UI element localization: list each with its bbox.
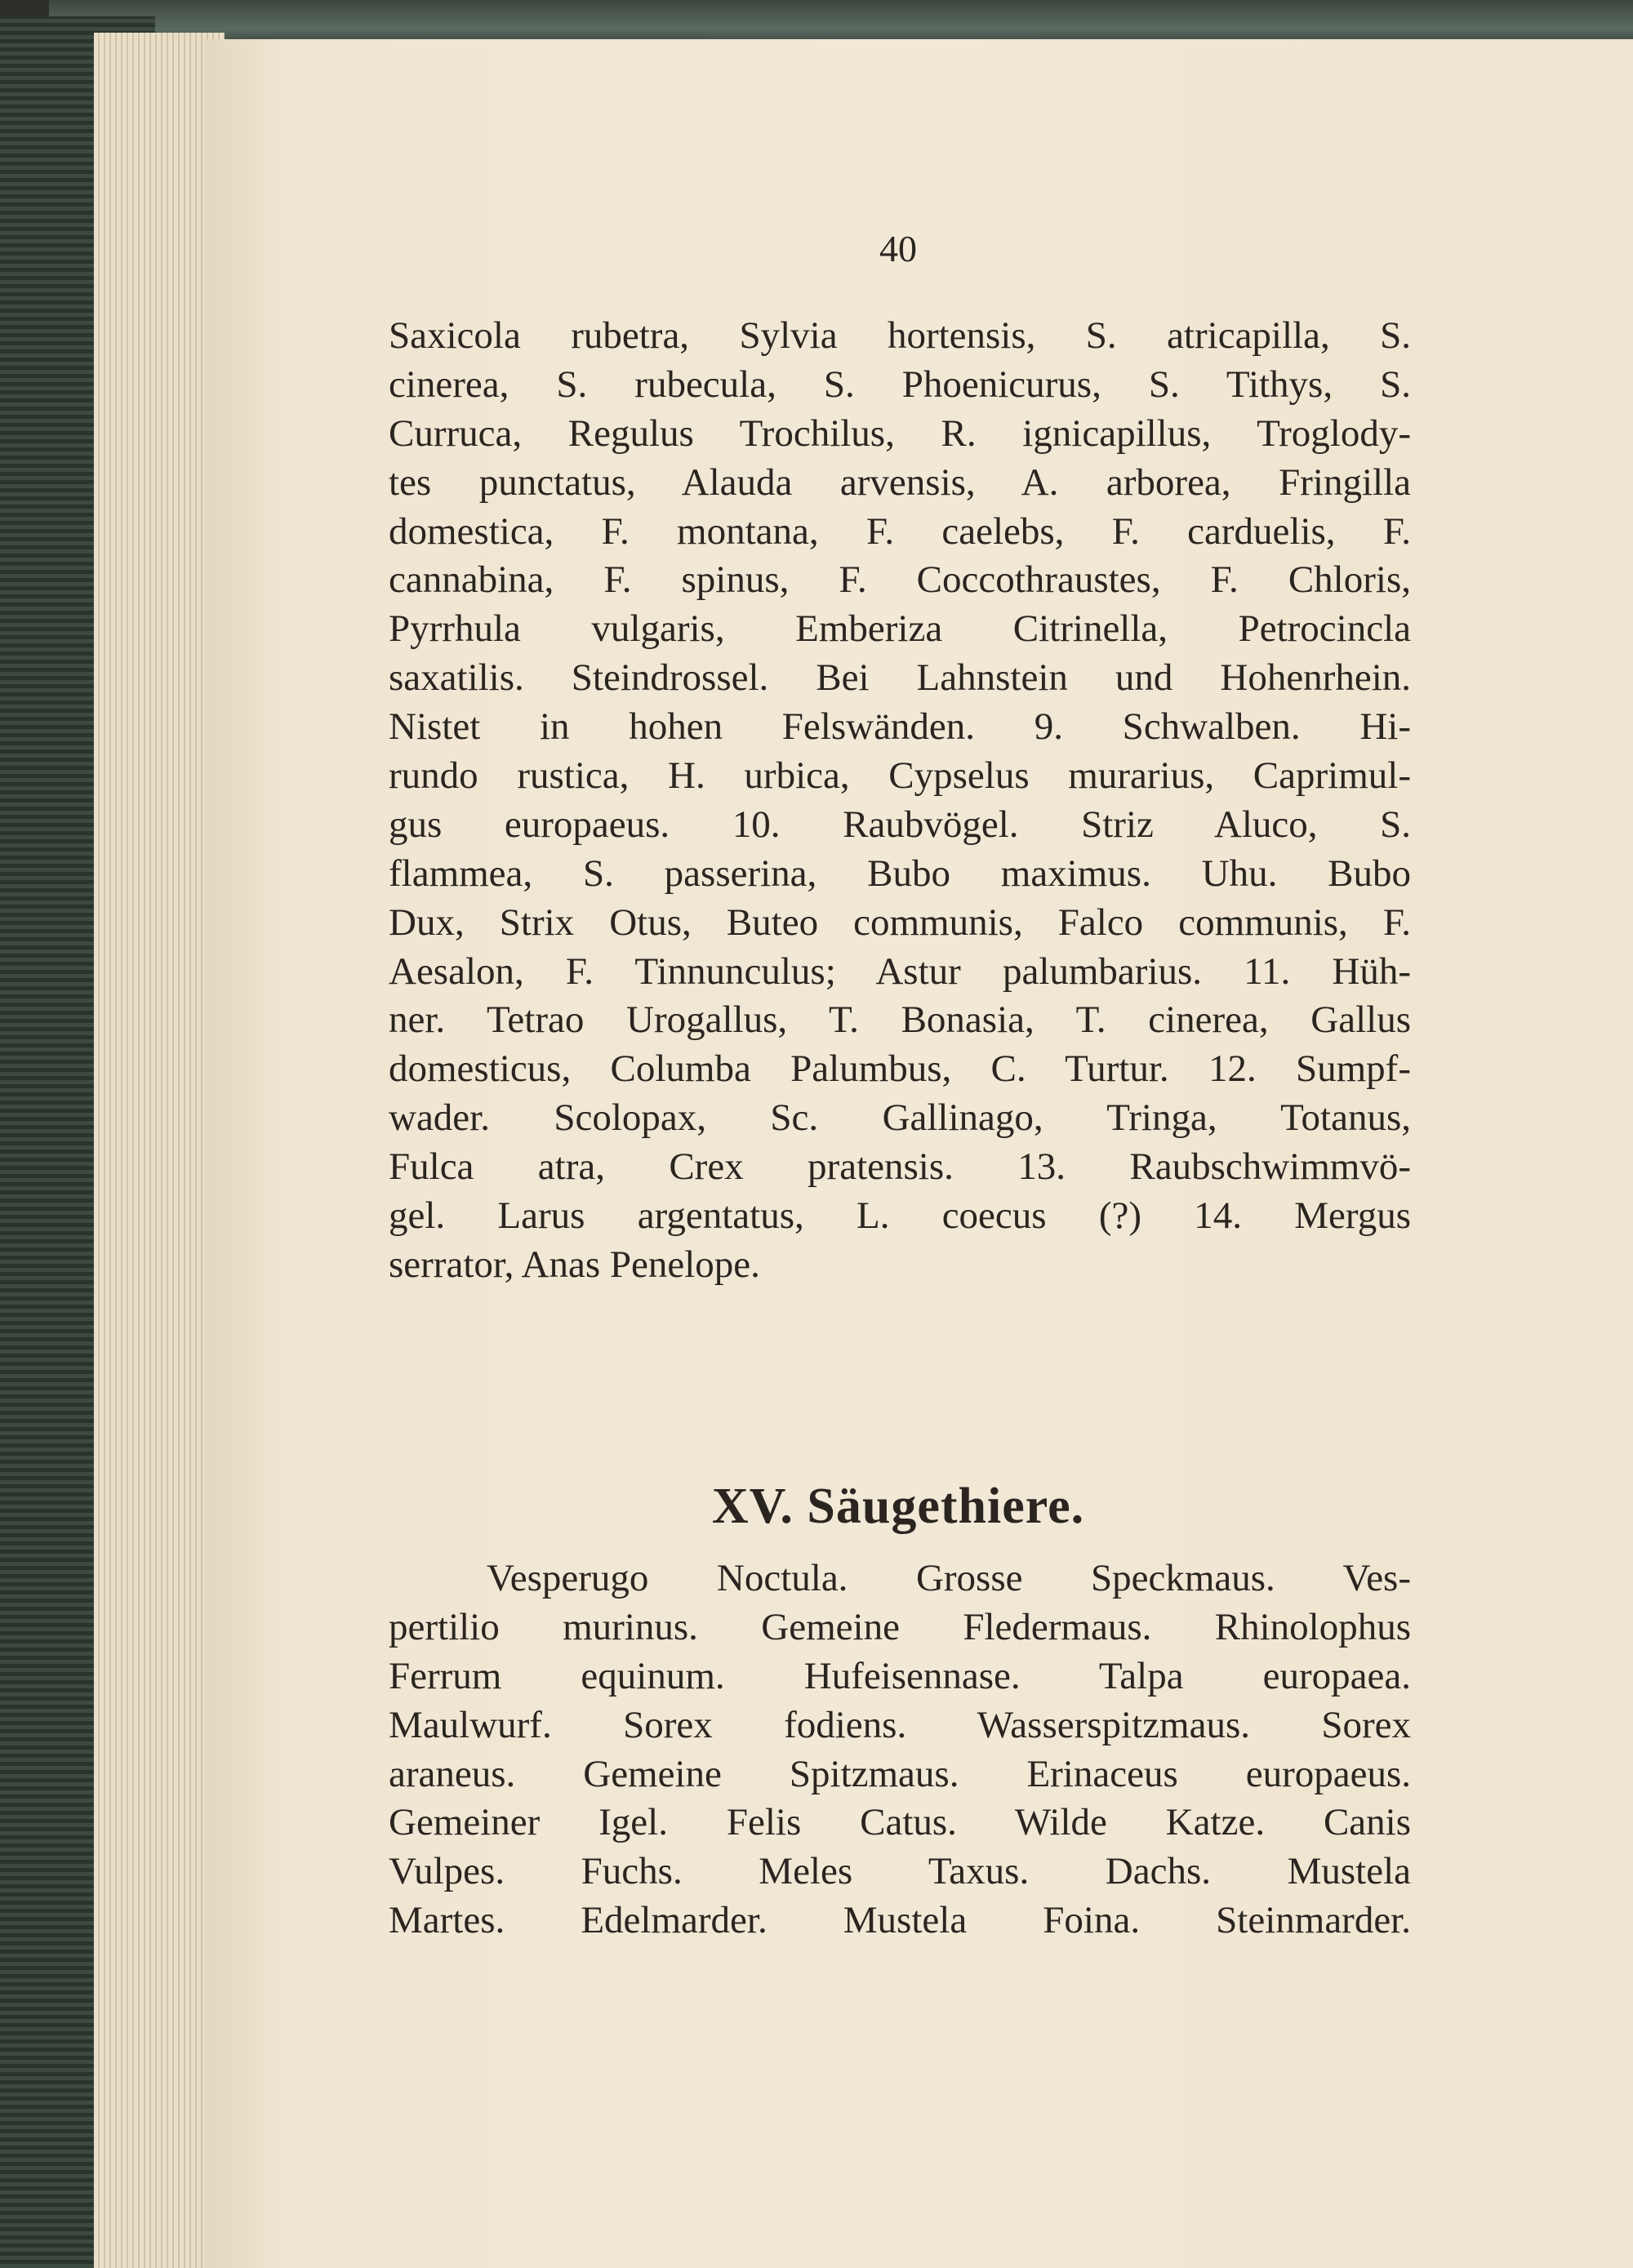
text-line: araneus. Gemeine Spitzmaus. Erinaceus europaeus. bbox=[389, 1752, 1411, 1795]
text-line: domestica, F. montana, F. caelebs, F. carduelis, F. bbox=[389, 509, 1411, 553]
text-line: Curruca, Regulus Trochilus, R. ignicapillus, Troglody- bbox=[389, 411, 1411, 455]
text-line: ner. Tetrao Urogallus, T. Bonasia, T. cinerea, Gallus bbox=[389, 998, 1411, 1042]
text-line: Vulpes. Fuchs. Meles Taxus. Dachs. Mustela bbox=[389, 1850, 1411, 1893]
text-line: cinerea, S. rubecula, S. Phoenicurus, S. Tithys, S. bbox=[389, 362, 1411, 406]
paragraph-mammals bbox=[389, 1554, 1411, 1946]
text-line: saxatilis. Steindrossel. Bei Lahnstein und Hohenrhein. bbox=[389, 656, 1411, 700]
text-line: Saxicola rubetra, Sylvia hortensis, S. atricapilla, S. bbox=[389, 314, 1411, 357]
text-line: tes punctatus, Alauda arvensis, A. arborea, Fringilla bbox=[389, 460, 1411, 504]
text-line: Gemeiner Igel. Felis Catus. Wilde Katze. Canis bbox=[389, 1801, 1411, 1844]
text-line: Maulwurf. Sorex fodiens. Wasserspitzmaus. Sorex bbox=[389, 1703, 1411, 1746]
text-line: Vesperugo Noctula. Grosse Speckmaus. Ves- bbox=[487, 1557, 1411, 1599]
text-line-last: serrator, Anas Penelope. bbox=[389, 1243, 760, 1286]
text-line: gel. Larus argentatus, L. coecus (?) 14. Mergus bbox=[389, 1194, 1411, 1238]
text-line: Nistet in hohen Felswänden. 9. Schwalben. Hi- bbox=[389, 705, 1411, 749]
text-line: Dux, Strix Otus, Buteo communis, Falco communis, F. bbox=[389, 901, 1411, 944]
text-line: wader. Scolopax, Sc. Gallinago, Tringa, Totanus, bbox=[389, 1096, 1411, 1140]
text-line: Aesalon, F. Tinnunculus; Astur palumbarius. 11. Hüh- bbox=[389, 949, 1411, 993]
text-line: flammea, S. passerina, Bubo maximus. Uhu. Bubo bbox=[389, 852, 1411, 895]
paragraph-birds bbox=[389, 312, 1411, 1290]
text-line: Pyrrhula vulgaris, Emberiza Citrinella, Petrocincla bbox=[389, 607, 1411, 651]
text-line: Martes. Edelmarder. Mustela Foina. Steinmarder. bbox=[389, 1899, 1411, 1942]
text-line: gus europaeus. 10. Raubvögel. Striz Aluco, S. bbox=[389, 803, 1411, 846]
text-line: rundo rustica, H. urbica, Cypselus murarius, Caprimul- bbox=[389, 754, 1411, 798]
text-line: domesticus, Columba Palumbus, C. Turtur. 12. Sumpf- bbox=[389, 1047, 1411, 1091]
page-number: 40 bbox=[879, 228, 917, 269]
text-line: pertilio murinus. Gemeine Fledermaus. Rhinolophus bbox=[389, 1605, 1411, 1648]
text-line: Ferrum equinum. Hufeisennase. Talpa europaea. bbox=[389, 1654, 1411, 1697]
text-line: cannabina, F. spinus, F. Coccothraustes, F. Chloris, bbox=[389, 558, 1411, 602]
text-line: Fulca atra, Crex pratensis. 13. Raubschwimmvö- bbox=[389, 1145, 1411, 1189]
section-heading: XV. Säugethiere. bbox=[711, 1479, 1085, 1534]
